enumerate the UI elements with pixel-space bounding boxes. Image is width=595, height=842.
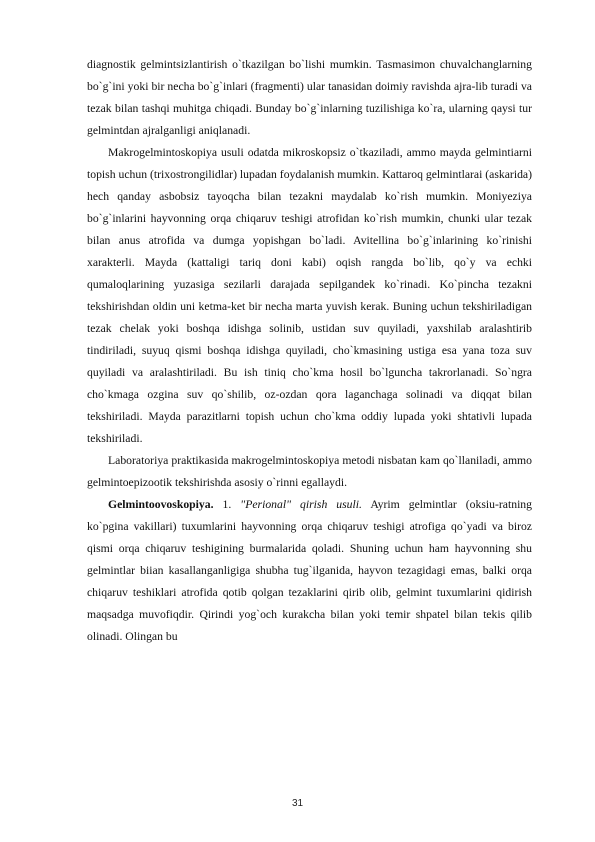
method-title: "Perional" qirish usuli.	[240, 498, 362, 511]
paragraph-2	[87, 142, 532, 450]
page-number: 31	[291, 798, 304, 809]
paragraph-3	[87, 450, 532, 494]
paragraph-1-text: diagnostik gelmintsizlantirish o`tkazilgan bo`lishi mumkin. Tasmasimon chuvalchanglarning bo`g`ini yoki bir necha bo`g`inlari (fragmenti) ular tanasidan doimiy ravishda ajra-lib turadi va tezak bilan tashqi muhitga chiqadi. Bunday bo`g`inlarning tuzilishiga ko`ra, ularning qaysi tur gelmintdan ajralganligi aniqlanadi.	[87, 58, 532, 137]
document-page	[87, 54, 532, 648]
paragraph-3-text: Laboratoriya praktikasida makrogelmintoskopiya metodi nisbatan kam qo`llaniladi, ammo gelmintoepizootik tekshirishda asosiy o`rinni egallaydi.	[87, 454, 532, 489]
section-heading: Gelmintoovoskopiya.	[108, 498, 214, 511]
paragraph-4	[87, 494, 532, 648]
paragraph-2-text: Makrogelmintoskopiya usuli odatda mikroskopsiz o`tkaziladi, ammo mayda gelmintiarni topish uchun (trixostrongilidlar) lupadan foydalanish mumkin. Kattaroq gelmintlarai (askarida) hech qanday asbobsiz tayoqcha bilan tezakni maydalab ko`rish mumkin. Moniyeziya bo`g`inlarini hayvonning orqa chiqaruv teshigi atrofidan ko`rish mumkin, chunki ular tezak bilan anus atrofida va dumga yopishgan bo`ladi. Avitellina bo`g`inlarining ko`rinishi xarakterli. Mayda (kattaligi tariq doni kabi) oqish rangda bo`lib, qo`y va echki qumaloqlarining yuzasiga sezilarli darajada sepilgandek ko`rinadi. Ko`pincha tezakni tekshirishdan oldin uni ketma-ket bir necha marta yuvish kerak. Buning uchun tekshiriladigan tezak chelak yoki boshqa idishga solinib, ustidan suv quyiladi, yaxshilab aralashtirib tindiriladi, suyuq qismi boshqa idishga quyiladi, cho`kmasining ustiga esa yana toza suv quyiladi va aralashtiriladi. Bu ish tiniq cho`kma hosil bo`lguncha takrorlanadi. So`ngra cho`kmaga ozgina suv qo`shilib, oz-ozdan qora laganchaga solinadi va diqqat bilan tekshiriladi. Mayda parazitlarni topish uchun cho`kma oddiy lupada yoki shtativli lupada tekshiriladi.	[87, 146, 532, 445]
paragraph-4-text: Ayrim gelmintlar (oksiu-ratning ko`pgina vakillari) tuxumlarini hayvonning orqa chiqaruv teshigi atrofiga qo`yadi va biroz qismi orqa chiqaruv teshigining burmalarida qoladi. Shuning uchun ham hayvonning shu gelmintlar biian kasallanganligiga shubha tug`ilganida, hayvon tezagidagi emas, balki orqa chiqaruv teshiklari atrofida qotib qolgan tezaklarini qirib olib, gelmint tuxumlarini qidirish maqsadga muvofiqdir. Qirindi yog`och kurakcha bilan yoki temir shpatel bilan tekis qilib olinadi. Olingan bu	[87, 498, 532, 643]
paragraph-1	[87, 54, 532, 142]
item-number: 1.	[222, 498, 232, 511]
